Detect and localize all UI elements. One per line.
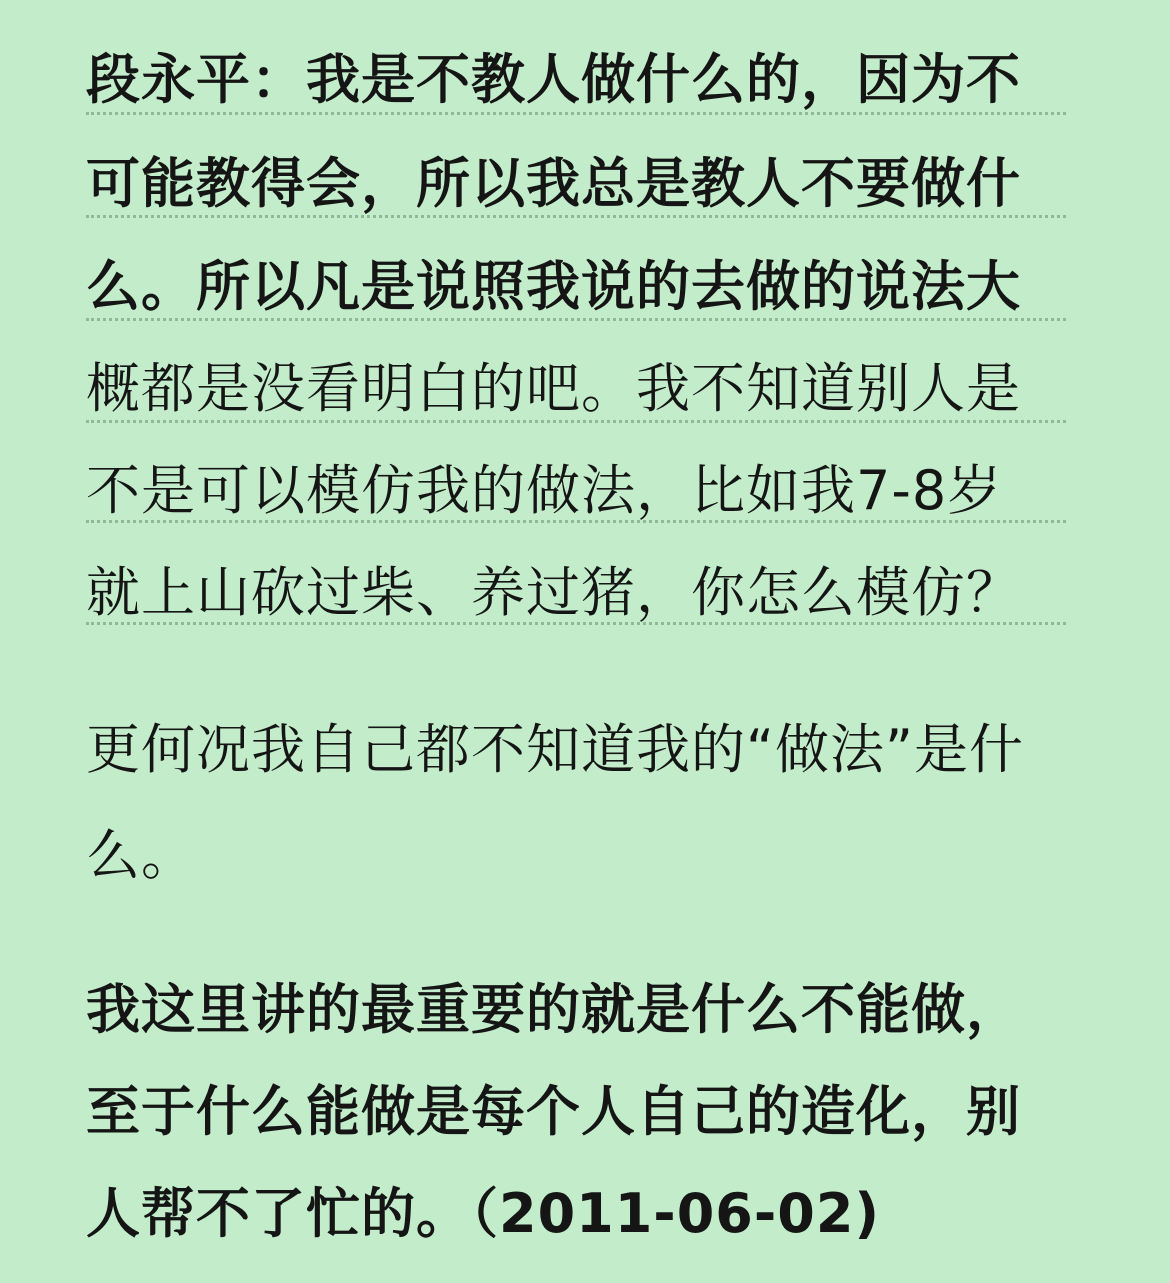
dotted-underline — [86, 318, 1066, 321]
quote-line-3: 么。所以凡是说照我说的去做的说法大 — [86, 255, 1021, 318]
dotted-underline — [86, 420, 1066, 423]
third-line-2: 至于什么能做是每个人自己的造化，别 — [86, 1080, 1021, 1143]
dotted-underline — [86, 215, 1066, 218]
second-line-1: 更何况我自己都不知道我的“做法”是什 — [86, 718, 1024, 781]
quote-line-2: 可能教得会，所以我总是教人不要做什 — [86, 152, 1021, 215]
third-line-1: 我这里讲的最重要的就是什么不能做， — [86, 978, 1021, 1041]
quote-line-6: 就上山砍过柴、养过猪，你怎么模仿？ — [86, 561, 1021, 624]
quote-line-1: 段永平：我是不教人做什么的，因为不 — [86, 48, 1021, 111]
dotted-underline — [86, 112, 1066, 115]
quote-line-4: 概都是没看明白的吧。我不知道别人是 — [86, 357, 1021, 420]
quote-line-5: 不是可以模仿我的做法，比如我7-8岁 — [86, 459, 1003, 522]
dotted-underline — [86, 622, 1066, 625]
third-line-3: 人帮不了忙的。（2011-06-02) — [86, 1182, 881, 1245]
dotted-underline — [86, 520, 1066, 523]
second-line-2: 么。 — [86, 824, 196, 887]
